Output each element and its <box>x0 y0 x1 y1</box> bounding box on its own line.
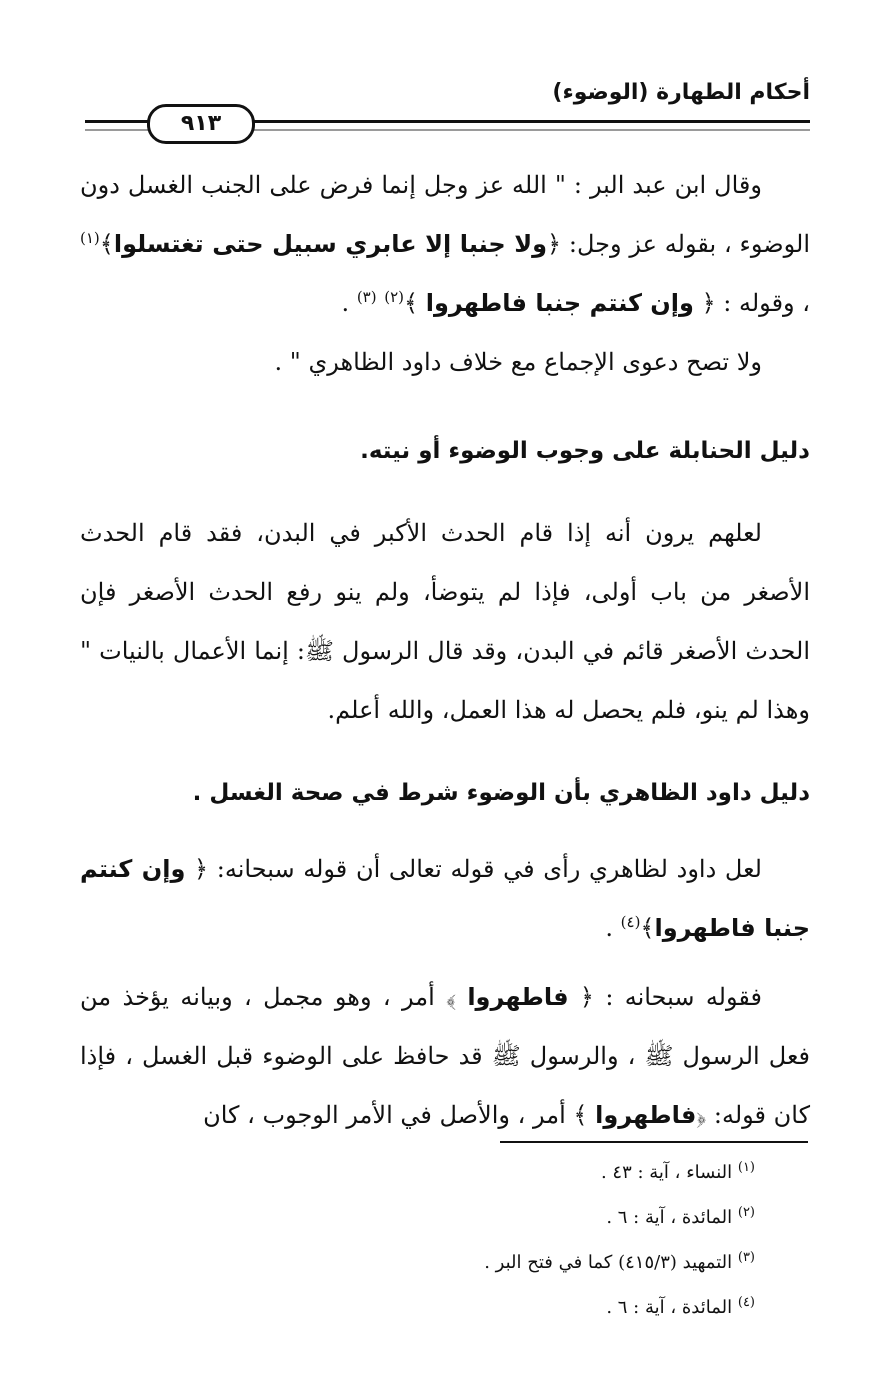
footnote-item <box>380 1240 755 1285</box>
footnote-divider <box>500 1141 808 1143</box>
footnote-text: التمهيد (٤١٥/٣) كما في فتح البر . <box>484 1252 733 1273</box>
verse-open-bracket: ﴿ <box>185 855 209 883</box>
spacer <box>80 392 810 422</box>
main-text <box>80 156 810 1145</box>
footnote-ref[interactable]: (٢) <box>384 288 405 306</box>
footnote-ref[interactable]: (١) <box>80 229 100 247</box>
footnote-item <box>380 1285 755 1330</box>
quote-paragraph <box>80 156 810 333</box>
verse-close-bracket: ﴾ <box>404 289 426 317</box>
paragraph-text: فقوله سبحانه : <box>593 983 763 1011</box>
verse-open-bracket: ﴿ <box>693 289 716 317</box>
quran-verse: فاطهروا <box>595 1101 697 1129</box>
footnotes <box>380 1150 755 1330</box>
quote-text-end: . <box>341 289 357 317</box>
footnote-item <box>380 1195 755 1240</box>
paragraph-text: . <box>605 914 621 942</box>
footnote-text: المائدة ، آية : ٦ . <box>606 1207 733 1228</box>
section-heading: دليل داود الظاهري بأن الوضوء شرط في صحة الغسل . <box>192 780 810 806</box>
paragraph-text: أمر ، والأصل في الأمر الوجوب ، كان <box>203 1101 574 1129</box>
footnote-number: (٤) <box>737 1295 755 1310</box>
spacer <box>80 740 810 764</box>
section-paragraph <box>80 968 810 1145</box>
page-number: ٩١٣ <box>147 104 255 144</box>
footnote-ref[interactable]: (٤) <box>620 913 641 931</box>
section-paragraph <box>80 840 810 958</box>
verse-open-bracket: ﴿ <box>547 230 562 258</box>
footnote-text: المائدة ، آية : ٦ . <box>606 1297 733 1318</box>
footnote-number: (٢) <box>737 1205 755 1220</box>
verse-close-bracket: ﴾ <box>99 230 114 258</box>
footnote-number: (١) <box>737 1160 755 1175</box>
verse-open-bracket: ﴿ <box>696 1101 707 1129</box>
quote-text-mid: ، وقوله : <box>715 289 810 317</box>
footnote-item <box>380 1150 755 1195</box>
spacer <box>80 480 810 504</box>
quran-verse: فاطهروا <box>467 983 569 1011</box>
running-title: أحكام الطهارة (الوضوء) <box>552 80 810 105</box>
quote-text-start: وقال ابن عبد البر : " الله عز وجل إنما فرض على الجنب الغسل دون الوضوء ، بقوله عز وجل: <box>80 171 810 258</box>
spacer <box>80 958 810 968</box>
quran-verse: وإن كنتم جنبا فاطهروا <box>425 289 694 317</box>
verse-close-bracket: ﴾ <box>640 914 655 942</box>
page-header <box>85 70 810 140</box>
section-heading: دليل الحنابلة على وجوب الوضوء أو نيته. <box>360 438 810 464</box>
footnote-ref[interactable]: (٣) <box>356 288 377 306</box>
verse-close-bracket: ﴾ <box>573 1101 596 1129</box>
section-paragraph: لعلهم يرون أنه إذا قام الحدث الأكبر في البدن، فقد قام الحدث الأصغر من باب أولى، فإذا لم يتوضأ، ولم ينو رفع الحدث الأصغر فإن الحدث الأصغر قائم في البدن، وقد قال الرسول ﷺ: إنما الأعمال بالنيات " وهذا لم ينو، فلم يحصل له هذا العمل، والله أعلم. <box>80 519 810 724</box>
paragraph-text: لعل داود لظاهري رأى في قوله تعالى أن قوله سبحانه: <box>208 855 762 883</box>
footnote-text: النساء ، آية : ٤٣ . <box>600 1162 733 1183</box>
quran-verse: ولا جنبا إلا عابري سبيل حتى تغتسلوا <box>113 230 548 258</box>
footnote-number: (٣) <box>737 1250 755 1265</box>
verse-close-bracket: ﴾ <box>446 983 468 1011</box>
quran-verse: وإن كنتم جنبا فاطهروا <box>80 855 810 942</box>
paragraph-text: أمر ، وهو مجمل ، وبيانه يؤخذ من فعل الرسول ﷺ ، والرسول ﷺ قد حافظ على الوضوء قبل الغسل ، فإذا كان قوله: <box>80 983 810 1129</box>
verse-open-bracket: ﴿ <box>568 983 594 1011</box>
quote-closing-line: ولا تصح دعوى الإجماع مع خلاف داود الظاهري " . <box>274 348 762 376</box>
spacer <box>80 822 810 840</box>
